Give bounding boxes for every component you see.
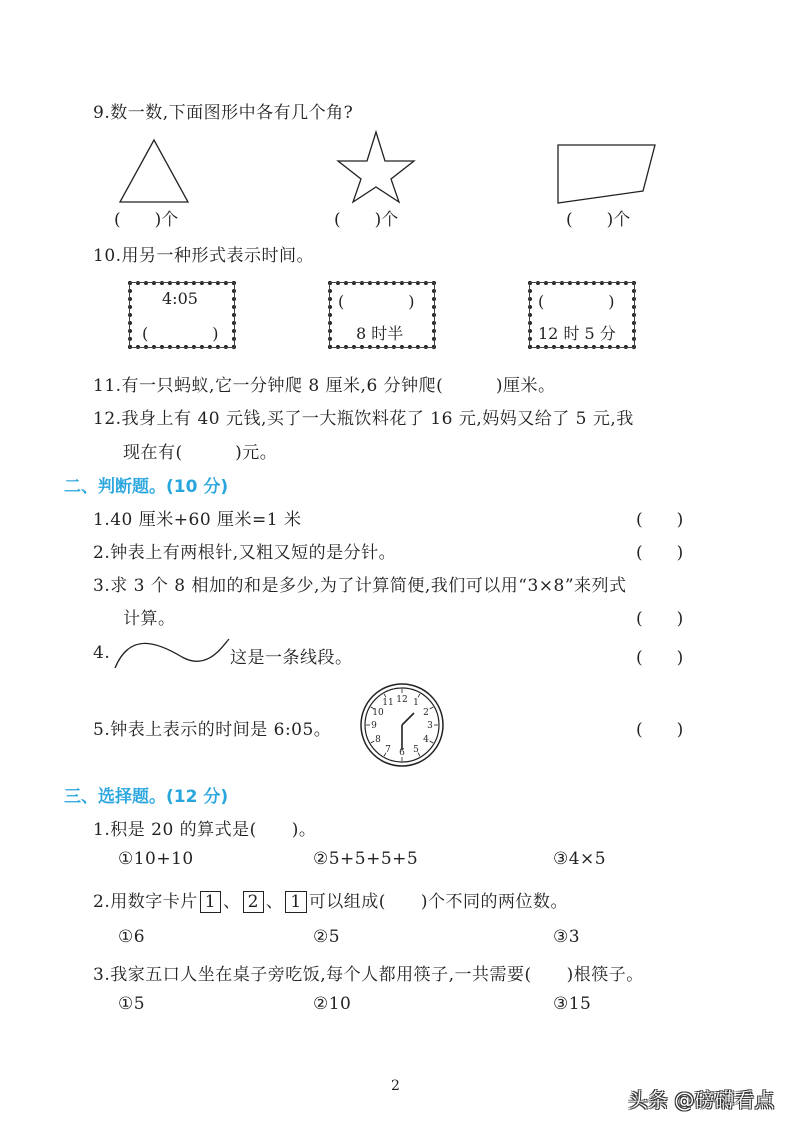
time-box-3-blank[interactable]: ( )	[538, 292, 615, 311]
digit-card-1: 1	[200, 891, 221, 913]
section-3-title: 三、选择题。(12 分)	[64, 787, 229, 807]
choice-2-option-1[interactable]: ①6	[118, 927, 146, 947]
choice-item-2	[93, 887, 568, 913]
question-12-line2: 现在有( )元。	[123, 443, 278, 463]
star-answer-blank[interactable]: ( )个	[334, 210, 399, 230]
watermark: 头条 @磅礴看点	[628, 1088, 775, 1112]
digit-card-2: 2	[243, 891, 264, 913]
judge-answer-3[interactable]: ( )	[636, 609, 684, 629]
section-2-title: 二、判断题。(10 分)	[64, 477, 229, 497]
judge-answer-5[interactable]: ( )	[636, 720, 684, 740]
judge-item-5: 5.钟表上表示的时间是 6:05。	[93, 720, 332, 740]
choice-1-option-2[interactable]: ②5+5+5+5	[313, 849, 419, 869]
svg-text:12: 12	[396, 695, 408, 705]
judge-item-4-num: 4.	[93, 643, 111, 663]
star-shape	[336, 130, 416, 204]
judge-answer-2[interactable]: ( )	[636, 543, 684, 563]
time-box-2	[328, 281, 436, 349]
time-box-3	[528, 281, 636, 349]
page-number: 2	[391, 1078, 400, 1094]
svg-text:7: 7	[385, 745, 391, 755]
time-box-1-top: 4:05	[162, 289, 198, 308]
choice-3-option-1[interactable]: ①5	[118, 994, 146, 1014]
digit-card-3: 1	[285, 891, 306, 913]
choice-item-1: 1.积是 20 的算式是( )。	[93, 820, 317, 840]
judge-item-2: 2.钟表上有两根针,又粗又短的是分针。	[93, 543, 397, 563]
judge-answer-1[interactable]: ( )	[636, 510, 684, 530]
quadrilateral-shape	[556, 143, 658, 205]
question-12-line1: 12.我身上有 40 元钱,买了一大瓶饮料花了 16 元,妈妈又给了 5 元,我	[93, 409, 634, 429]
choice-3-option-2[interactable]: ②10	[313, 994, 352, 1014]
judge-answer-4[interactable]: ( )	[636, 648, 684, 668]
svg-text:9: 9	[371, 721, 377, 731]
choice-2-option-2[interactable]: ②5	[313, 927, 341, 947]
separator: 、	[223, 892, 241, 912]
judge-item-4: 这是一条线段。	[230, 648, 353, 668]
clock-icon	[359, 682, 445, 768]
choice-item-3: 3.我家五口人坐在桌子旁吃饭,每个人都用筷子,一共需要( )根筷子。	[93, 965, 644, 985]
choice-2-option-3[interactable]: ③3	[553, 927, 581, 947]
question-10: 10.用另一种形式表示时间。	[93, 246, 315, 266]
choice-3-option-3[interactable]: ③15	[553, 994, 592, 1014]
judge-item-1: 1.40 厘米+60 厘米=1 米	[93, 510, 302, 530]
svg-text:2: 2	[423, 708, 429, 718]
quadrilateral-answer-blank[interactable]: ( )个	[566, 210, 631, 230]
choice-1-option-3[interactable]: ③4×5	[553, 849, 607, 869]
time-box-1-blank[interactable]: ( )	[142, 324, 219, 343]
svg-text:5: 5	[413, 745, 419, 755]
svg-text:3: 3	[427, 721, 433, 731]
triangle-answer-blank[interactable]: ( )个	[114, 210, 179, 230]
separator: 、	[265, 892, 284, 912]
svg-text:11: 11	[382, 698, 394, 708]
svg-text:8: 8	[375, 735, 381, 745]
time-box-2-blank[interactable]: ( )	[338, 292, 415, 311]
choice-1-option-1[interactable]: ①10+10	[118, 849, 194, 869]
svg-text:10: 10	[372, 708, 384, 718]
question-11: 11.有一只蚂蚁,它一分钟爬 8 厘米,6 分钟爬( )厘米。	[93, 376, 556, 396]
choice-2-prefix: 2.用数字卡片	[93, 892, 198, 912]
time-box-3-bottom: 12 时 5 分	[538, 324, 616, 343]
choice-2-suffix: 可以组成( )个不同的两位数。	[308, 892, 568, 912]
triangle-shape	[118, 138, 190, 204]
question-9: 9.数一数,下面图形中各有几个角?	[93, 103, 354, 123]
svg-text:1: 1	[413, 698, 419, 708]
svg-text:4: 4	[423, 735, 429, 745]
time-box-2-bottom: 8 时半	[356, 324, 404, 343]
svg-text:6: 6	[399, 748, 405, 758]
judge-item-3-cont: 计算。	[123, 609, 176, 629]
time-box-1	[128, 281, 236, 349]
curved-line-icon	[112, 637, 232, 671]
judge-item-3: 3.求 3 个 8 相加的和是多少,为了计算简便,我们可以用“3×8”来列式	[93, 576, 627, 596]
